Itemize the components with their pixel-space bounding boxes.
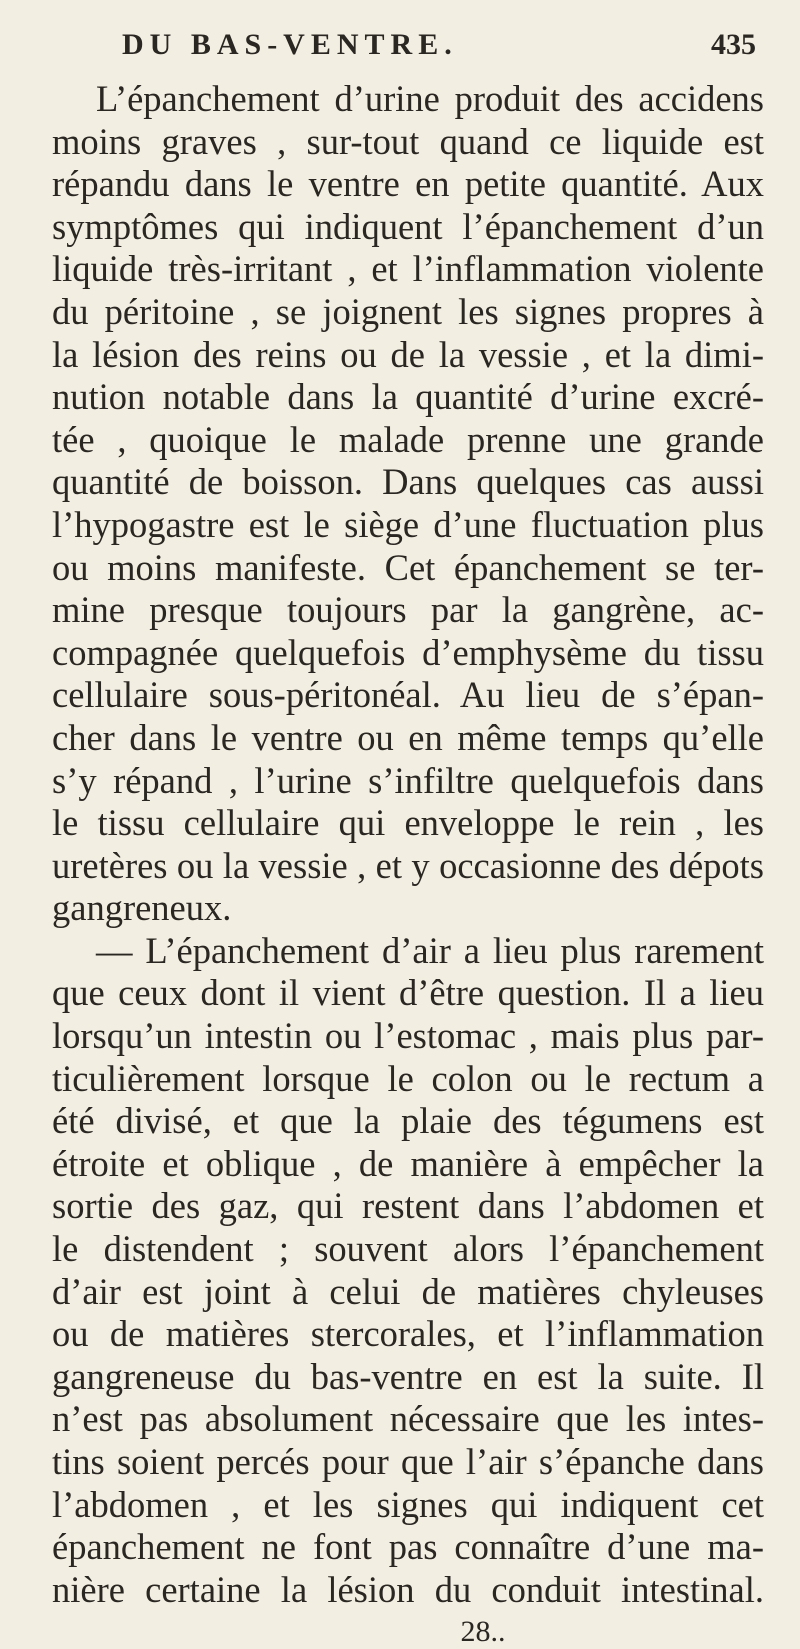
text-line: gangreneux. bbox=[52, 887, 232, 929]
page-number: 435 bbox=[711, 28, 756, 61]
text-line: ou de matières stercorales, et l’inflammation bbox=[52, 1313, 764, 1355]
text-line: quantité de boisson. Dans quelques cas aussi bbox=[52, 461, 764, 503]
text-line: ou moins manifeste. Cet épanchement se ter- bbox=[52, 546, 764, 588]
text-line: tée , quoique le malade prenne une grande bbox=[52, 418, 764, 460]
text-line: la lésion des reins ou de la vessie , et la dimi- bbox=[52, 333, 764, 375]
text-line: cellulaire sous-péritonéal. Au lieu de s’épan- bbox=[52, 674, 764, 716]
text-line: du péritoine , se joignent les signes propres à bbox=[52, 290, 764, 332]
text-line: lorsqu’un intestin ou l’estomac , mais plus par- bbox=[52, 1015, 764, 1057]
running-head bbox=[122, 28, 756, 68]
text-line: été divisé, et que la plaie des tégumens est bbox=[52, 1100, 764, 1142]
paragraph-air bbox=[52, 930, 764, 1612]
text-line: le tissu cellulaire qui enveloppe le rein , les bbox=[52, 802, 764, 844]
text-line: liquide très-irritant , et l’inflammation violente bbox=[52, 248, 764, 290]
text-line: mine presque toujours par la gangrène, ac- bbox=[52, 589, 764, 631]
text-line: L’épanchement d’urine produit des accidens bbox=[96, 78, 764, 119]
text-line: tins soient percés pour que l’air s’épanche dans bbox=[52, 1441, 764, 1482]
text-line: n’est pas absolument nécessaire que les intes- bbox=[52, 1398, 764, 1440]
text-line: le distendent ; souvent alors l’épanchement bbox=[52, 1228, 764, 1270]
text-line: sortie des gaz, qui restent dans l’abdomen et bbox=[52, 1185, 764, 1227]
text-line: — L’épanchement d’air a lieu plus rarement bbox=[96, 929, 764, 971]
text-line: symptômes qui indiquent l’épanchement d’un bbox=[52, 205, 764, 247]
text-line: uretères ou la vessie , et y occasionne des dépots bbox=[52, 844, 764, 886]
text-line: nière certaine la lésion du conduit intestinal. bbox=[52, 1568, 764, 1610]
text-line: d’air est joint à celui de matières chyleuses bbox=[52, 1270, 764, 1312]
text-line: répandu dans le ventre en petite quantité. Aux bbox=[52, 163, 764, 205]
signature-mark: 28.. bbox=[460, 1615, 506, 1649]
text-line: moins graves , sur-tout quand ce liquide est bbox=[52, 120, 764, 162]
text-line: l’abdomen , et les signes qui indiquent cet bbox=[52, 1483, 764, 1525]
text-line: cher dans le ventre ou en même temps qu’elle bbox=[52, 716, 764, 758]
text-line: nution notable dans la quantité d’urine excré- bbox=[52, 376, 764, 418]
text-line: étroite et oblique , de manière à empêcher la bbox=[52, 1142, 764, 1184]
text-line: gangreneuse du bas-ventre en est la suite. Il bbox=[52, 1355, 764, 1397]
text-line: compagnée quelquefois d’emphysème du tissu bbox=[52, 631, 764, 673]
text-line: ticulièrement lorsque le colon ou le rectum a bbox=[52, 1057, 764, 1099]
body-text bbox=[52, 78, 764, 1611]
text-line: épanchement ne font pas connaître d’une ma- bbox=[52, 1526, 764, 1568]
text-line: que ceux dont il vient d’être question. Il a lieu bbox=[52, 972, 764, 1014]
text-line: l’hypogastre est le siège d’une fluctuation plus bbox=[52, 503, 764, 545]
paragraph-urine bbox=[52, 78, 764, 930]
running-head-title: DU BAS-VENTRE. bbox=[122, 28, 458, 61]
text-line: s’y répand , l’urine s’infiltre quelquefois dans bbox=[52, 759, 764, 801]
